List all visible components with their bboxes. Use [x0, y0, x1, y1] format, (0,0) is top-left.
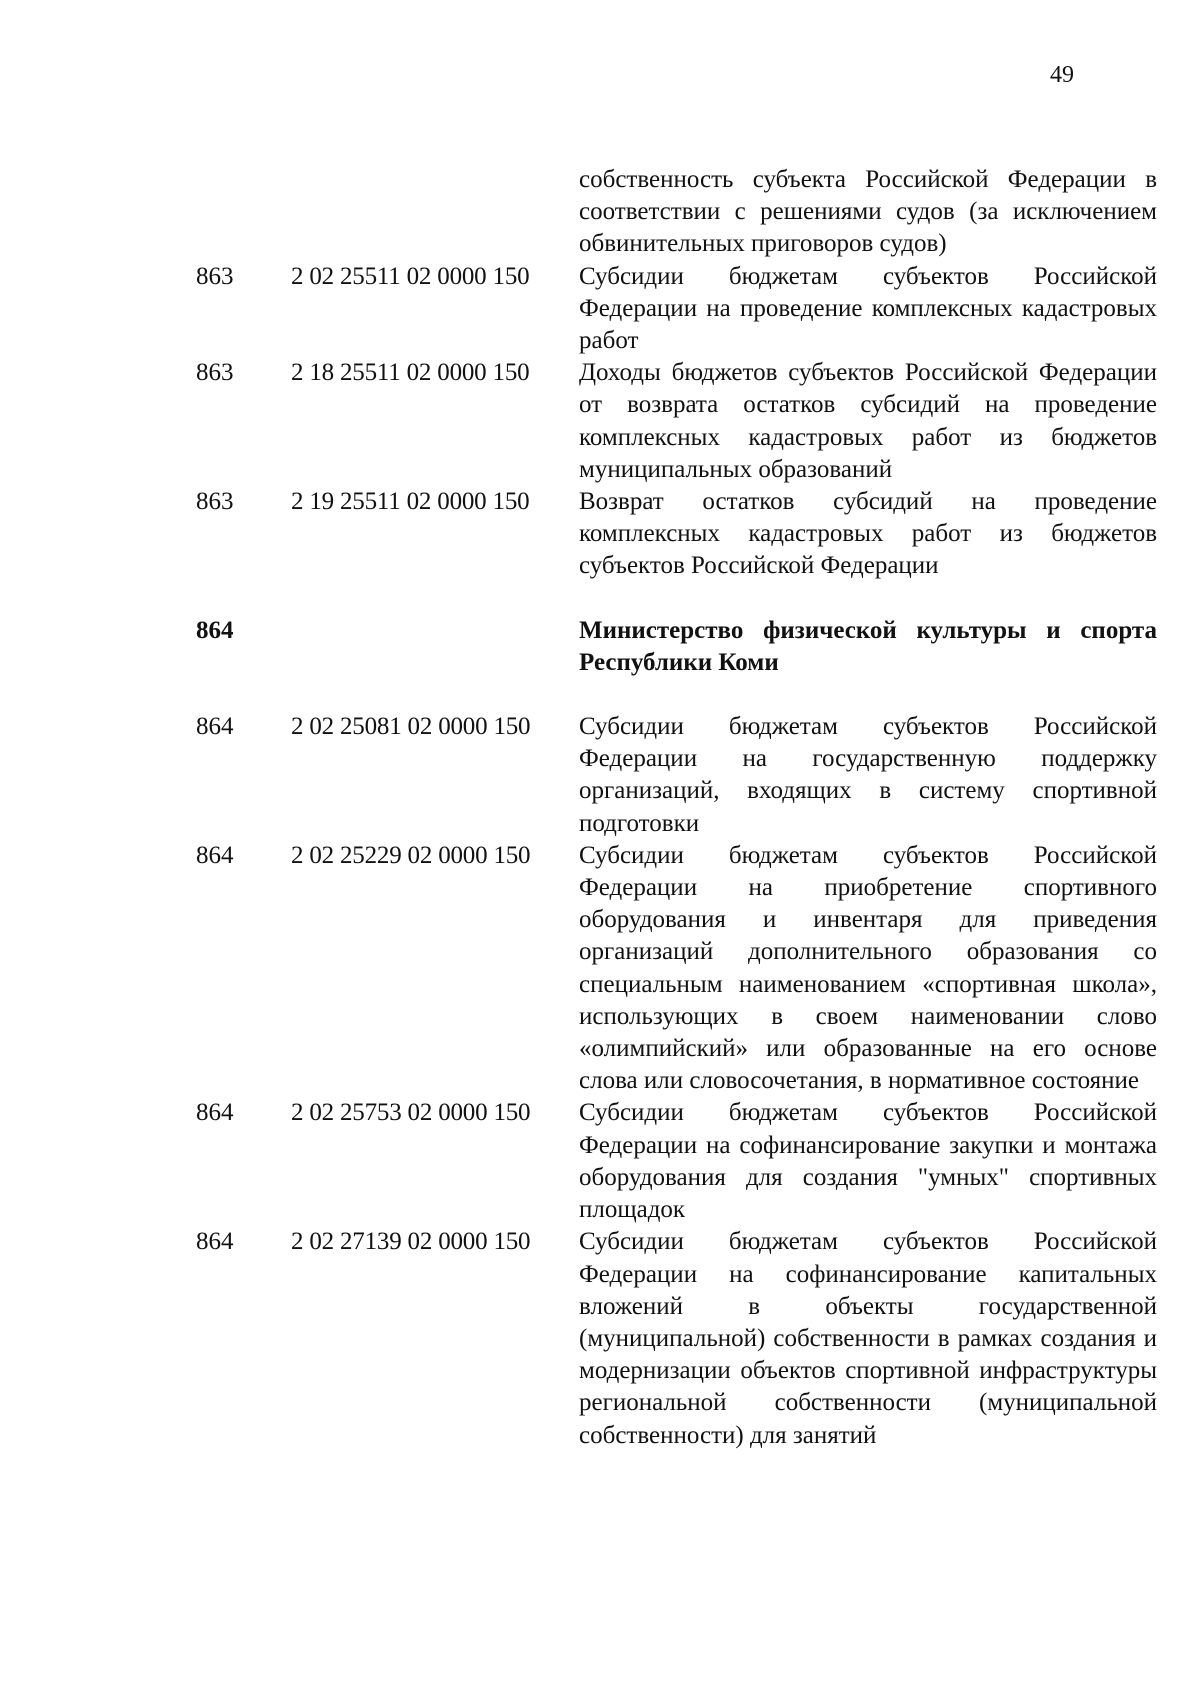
- table-row: [0, 1097, 1200, 1226]
- budget-classification-code: 2 02 25081 02 0000 150: [291, 713, 531, 741]
- ministry-heading-row: [0, 615, 1200, 679]
- admin-code: 864: [196, 713, 234, 741]
- budget-classification-code: 2 19 25511 02 0000 150: [291, 488, 530, 516]
- admin-code: 863: [196, 262, 234, 290]
- table-row: [0, 1226, 1200, 1451]
- admin-code: 863: [196, 359, 234, 387]
- table-row: [0, 261, 1200, 358]
- budget-classification-code: 2 18 25511 02 0000 150: [291, 359, 530, 387]
- income-description: Доходы бюджетов субъектов Российской Федерации от возврата остатков субсидий на проведение комплексных кадастровых работ из бюджетов муниципальных образований: [579, 359, 1157, 483]
- admin-code: 864: [196, 1099, 234, 1127]
- budget-classification-code: 2 02 25511 02 0000 150: [291, 262, 530, 290]
- budget-classification-code: 2 02 25753 02 0000 150: [291, 1099, 531, 1127]
- budget-classification-code: 2 02 25229 02 0000 150: [291, 841, 531, 869]
- income-description: Субсидии бюджетам субъектов Российской Федерации на софинансирование капитальных вложений в объекты государственной (муниципальной) собственности в рамках создания и модернизации объектов спортивной инфраструктуры региональной собственности (муниципальной собственности) для занятий: [579, 1228, 1157, 1449]
- income-description: Субсидии бюджетам субъектов Российской Федерации на софинансирование закупки и монтажа оборудования для создания "умных" спортивных площадок: [579, 1099, 1157, 1224]
- table-row: [0, 711, 1200, 840]
- table-row: [0, 164, 1200, 261]
- admin-code: 864: [196, 841, 234, 869]
- budget-code-table: [0, 164, 1200, 1452]
- admin-code: 864: [196, 1228, 234, 1256]
- income-description: Субсидии бюджетам субъектов Российской Федерации на проведение комплексных кадастровых работ: [579, 262, 1157, 355]
- admin-code: 864: [196, 616, 234, 644]
- income-description: Субсидии бюджетам субъектов Российской Федерации на приобретение спортивного оборудования и инвентаря для приведения организаций дополнительного образования со специальным наименованием «спортивная школа», использующих в своем наименовании слово «олимпийский» или образованные на его основе слова или словосочетания, в нормативное состояние: [579, 841, 1157, 1095]
- admin-code: 863: [196, 488, 234, 516]
- income-description: Субсидии бюджетам субъектов Российской Федерации на государственную поддержку организаций, входящих в систему спортивной подготовки: [579, 713, 1157, 837]
- page-number: 49: [1050, 62, 1074, 88]
- budget-classification-code: 2 02 27139 02 0000 150: [291, 1228, 531, 1256]
- table-row: [0, 486, 1200, 583]
- ministry-name: Министерство физической культуры и спорта Республики Коми: [579, 616, 1157, 676]
- table-row: [0, 357, 1200, 486]
- income-description: собственность субъекта Российской Федерации в соответствии с решениями судов (за исключением обвинительных приговоров судов): [579, 166, 1157, 258]
- income-description: Возврат остатков субсидий на проведение комплексных кадастровых работ из бюджетов субъектов Российской Федерации: [579, 488, 1157, 580]
- table-row: [0, 840, 1200, 1098]
